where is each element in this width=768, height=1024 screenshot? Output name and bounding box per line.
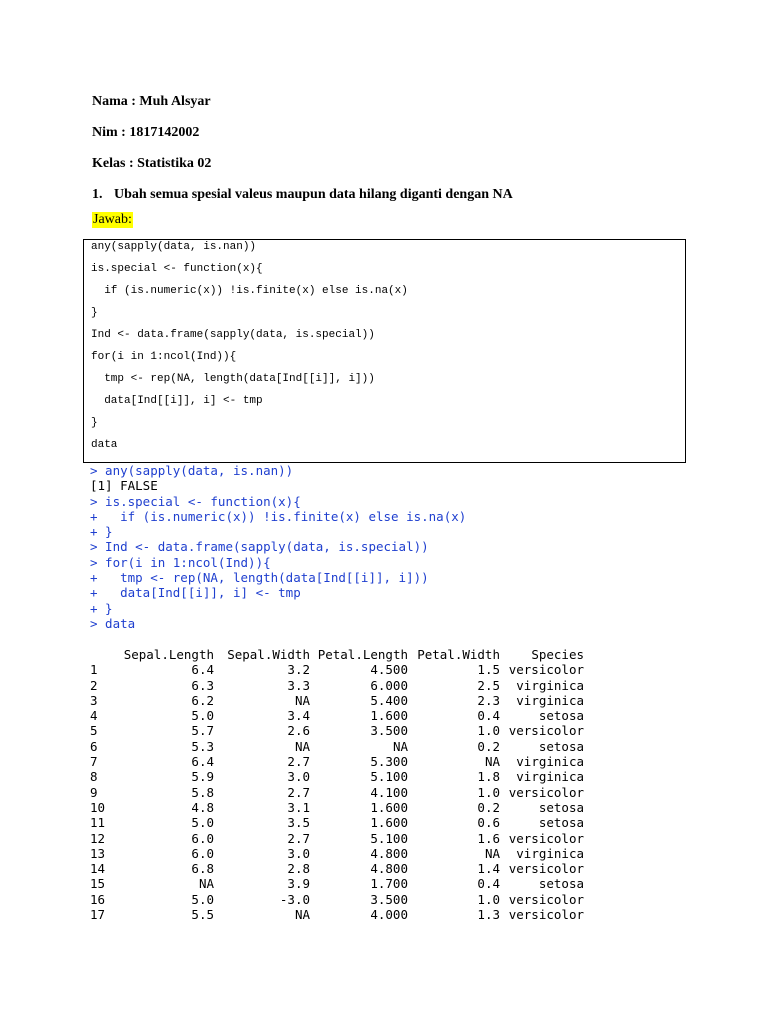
table-cell: 5.3 [191, 738, 214, 754]
table-cell: NA [392, 738, 408, 754]
table-cell: 1.6 [477, 830, 500, 846]
table-cell: 3.0 [287, 845, 310, 861]
table-cell: virginica [516, 769, 584, 785]
table-cell: 1.4 [477, 861, 500, 877]
question-text: Ubah semua spesial valeus maupun data hilang diganti dengan NA [114, 187, 513, 202]
console-line: [1] FALSE [90, 478, 158, 494]
table-cell: 5.0 [191, 708, 214, 724]
table-cell: 2.6 [287, 723, 310, 739]
table-cell: 3.4 [287, 708, 310, 724]
table-row [90, 769, 584, 784]
table-cell: virginica [516, 845, 584, 861]
table-cell: versicolor [508, 861, 584, 877]
code-line: if (is.numeric(x)) !is.finite(x) else is.na(x) [91, 285, 408, 297]
row-index-cell: 1 [90, 662, 98, 678]
code-line: Ind <- data.frame(sapply(data, is.special)) [91, 329, 375, 341]
table-cell: 0.4 [477, 876, 500, 892]
console-line: > is.special <- function(x){ [90, 493, 301, 509]
table-cell: 3.1 [287, 799, 310, 815]
table-cell: NA [294, 738, 310, 754]
table-cell: NA [198, 876, 214, 892]
table-cell: 4.100 [370, 784, 408, 800]
table-cell: 6.3 [191, 677, 214, 693]
row-index-cell: 11 [90, 815, 106, 831]
column-header: Petal.Length [317, 647, 408, 662]
row-index-cell: 15 [90, 876, 106, 892]
table-cell: 1.5 [477, 662, 500, 678]
column-header: Sepal.Width [227, 647, 310, 662]
table-cell: 5.8 [191, 784, 214, 800]
column-header: Species [531, 647, 584, 662]
table-cell: NA [484, 845, 500, 861]
table-cell: NA [294, 692, 310, 708]
console-line: > Ind <- data.frame(sapply(data, is.special)) [90, 539, 429, 555]
row-index-cell: 7 [90, 754, 98, 770]
table-cell: versicolor [508, 784, 584, 800]
table-row [90, 831, 584, 846]
table-cell: 5.5 [191, 907, 214, 923]
table-cell: setosa [538, 738, 584, 754]
code-line: data[Ind[[i]], i] <- tmp [91, 395, 263, 407]
table-cell: versicolor [508, 662, 584, 678]
code-line: } [91, 307, 98, 319]
code-line: } [91, 417, 98, 429]
table-cell: 2.7 [287, 830, 310, 846]
table-cell: 3.5 [287, 815, 310, 831]
table-cell: 6.000 [370, 677, 408, 693]
table-cell: setosa [538, 876, 584, 892]
table-header-row [90, 647, 584, 662]
console-line: + } [90, 524, 113, 540]
table-cell: 3.2 [287, 662, 310, 678]
table-cell: 1.600 [370, 815, 408, 831]
table-cell: 5.0 [191, 891, 214, 907]
answer-label: Jawab: [93, 212, 132, 227]
row-index-cell: 2 [90, 677, 98, 693]
table-row [90, 662, 584, 677]
table-cell: 1.0 [477, 891, 500, 907]
console-line: > data [90, 615, 136, 631]
table-cell: 2.7 [287, 784, 310, 800]
table-row [90, 846, 584, 861]
table-cell: 1.0 [477, 723, 500, 739]
code-line: data [91, 439, 118, 451]
table-row [90, 754, 584, 769]
code-line: for(i in 1:ncol(Ind)){ [91, 351, 237, 363]
table-cell: 5.9 [191, 769, 214, 785]
table-cell: 3.0 [287, 769, 310, 785]
table-cell: 0.6 [477, 815, 500, 831]
console-line: > for(i in 1:ncol(Ind)){ [90, 554, 271, 570]
table-cell: 5.7 [191, 723, 214, 739]
table-cell: 6.0 [191, 830, 214, 846]
row-index-cell: 8 [90, 769, 98, 785]
code-line: is.special <- function(x){ [91, 263, 263, 275]
table-cell: NA [294, 907, 310, 923]
table-row [90, 815, 584, 830]
table-row [90, 693, 584, 708]
table-cell: virginica [516, 754, 584, 770]
table-cell: setosa [538, 799, 584, 815]
table-cell: 2.7 [287, 754, 310, 770]
code-line: any(sapply(data, is.nan)) [91, 241, 257, 253]
student-id: Nim : 1817142002 [92, 125, 200, 140]
table-cell: 1.3 [477, 907, 500, 923]
table-row [90, 678, 584, 693]
table-cell: versicolor [508, 830, 584, 846]
table-cell: 4.800 [370, 845, 408, 861]
student-name: Nama : Muh Alsyar [92, 94, 211, 109]
column-header: Petal.Width [417, 647, 500, 662]
console-line: > any(sapply(data, is.nan)) [90, 463, 294, 478]
table-cell: 1.8 [477, 769, 500, 785]
row-index-header [90, 647, 114, 662]
row-index-cell: 10 [90, 799, 106, 815]
table-cell: 6.0 [191, 845, 214, 861]
row-index-cell: 13 [90, 845, 106, 861]
table-cell: 0.4 [477, 708, 500, 724]
table-cell: 6.2 [191, 692, 214, 708]
code-line: tmp <- rep(NA, length(data[Ind[[i]], i])) [91, 373, 375, 385]
table-cell: 4.000 [370, 907, 408, 923]
table-cell: 5.100 [370, 830, 408, 846]
table-cell: 6.4 [191, 662, 214, 678]
data-frame-output [90, 647, 584, 922]
row-index-cell: 6 [90, 738, 98, 754]
table-cell: virginica [516, 692, 584, 708]
console-line: + } [90, 600, 113, 616]
table-cell: 3.9 [287, 876, 310, 892]
table-cell: setosa [538, 815, 584, 831]
table-row [90, 800, 584, 815]
table-cell: 5.400 [370, 692, 408, 708]
table-row [90, 723, 584, 738]
table-cell: 0.2 [477, 799, 500, 815]
row-index-cell: 14 [90, 861, 106, 877]
table-cell: 1.600 [370, 799, 408, 815]
table-cell: 3.500 [370, 891, 408, 907]
table-cell: virginica [516, 677, 584, 693]
table-row [90, 739, 584, 754]
row-index-cell: 5 [90, 723, 98, 739]
row-index-cell: 17 [90, 907, 106, 923]
table-cell: -3.0 [279, 891, 310, 907]
question-number: 1. [92, 187, 103, 202]
table-cell: NA [484, 754, 500, 770]
row-index-cell: 4 [90, 708, 98, 724]
table-cell: 5.300 [370, 754, 408, 770]
table-cell: 0.2 [477, 738, 500, 754]
table-cell: 6.4 [191, 754, 214, 770]
table-row [90, 892, 584, 907]
table-row [90, 785, 584, 800]
table-cell: versicolor [508, 891, 584, 907]
table-cell: 5.0 [191, 815, 214, 831]
table-cell: versicolor [508, 723, 584, 739]
table-cell: 5.100 [370, 769, 408, 785]
table-row [90, 876, 584, 891]
table-row [90, 907, 584, 922]
table-cell: 3.500 [370, 723, 408, 739]
console-line: + tmp <- rep(NA, length(data[Ind[[i]], i])) [90, 570, 429, 586]
table-cell: setosa [538, 708, 584, 724]
console-line: + if (is.numeric(x)) !is.finite(x) else is.na(x) [90, 508, 467, 524]
row-index-cell: 12 [90, 830, 106, 846]
table-cell: 6.8 [191, 861, 214, 877]
class-label: Kelas : Statistika 02 [92, 156, 212, 171]
r-console-output [90, 463, 466, 631]
console-line: + data[Ind[[i]], i] <- tmp [90, 585, 301, 601]
table-cell: 2.5 [477, 677, 500, 693]
column-header: Sepal.Length [123, 647, 214, 662]
row-index-cell: 3 [90, 692, 98, 708]
table-cell: 4.800 [370, 861, 408, 877]
table-cell: 4.8 [191, 799, 214, 815]
table-cell: 2.3 [477, 692, 500, 708]
code-box [83, 239, 686, 463]
table-cell: 1.0 [477, 784, 500, 800]
table-cell: 4.500 [370, 662, 408, 678]
table-row [90, 708, 584, 723]
table-cell: 1.700 [370, 876, 408, 892]
table-cell: 1.600 [370, 708, 408, 724]
table-cell: 3.3 [287, 677, 310, 693]
table-row [90, 861, 584, 876]
table-cell: 2.8 [287, 861, 310, 877]
question-1 [92, 187, 513, 203]
table-cell: versicolor [508, 907, 584, 923]
row-index-cell: 16 [90, 891, 106, 907]
row-index-cell: 9 [90, 784, 98, 800]
